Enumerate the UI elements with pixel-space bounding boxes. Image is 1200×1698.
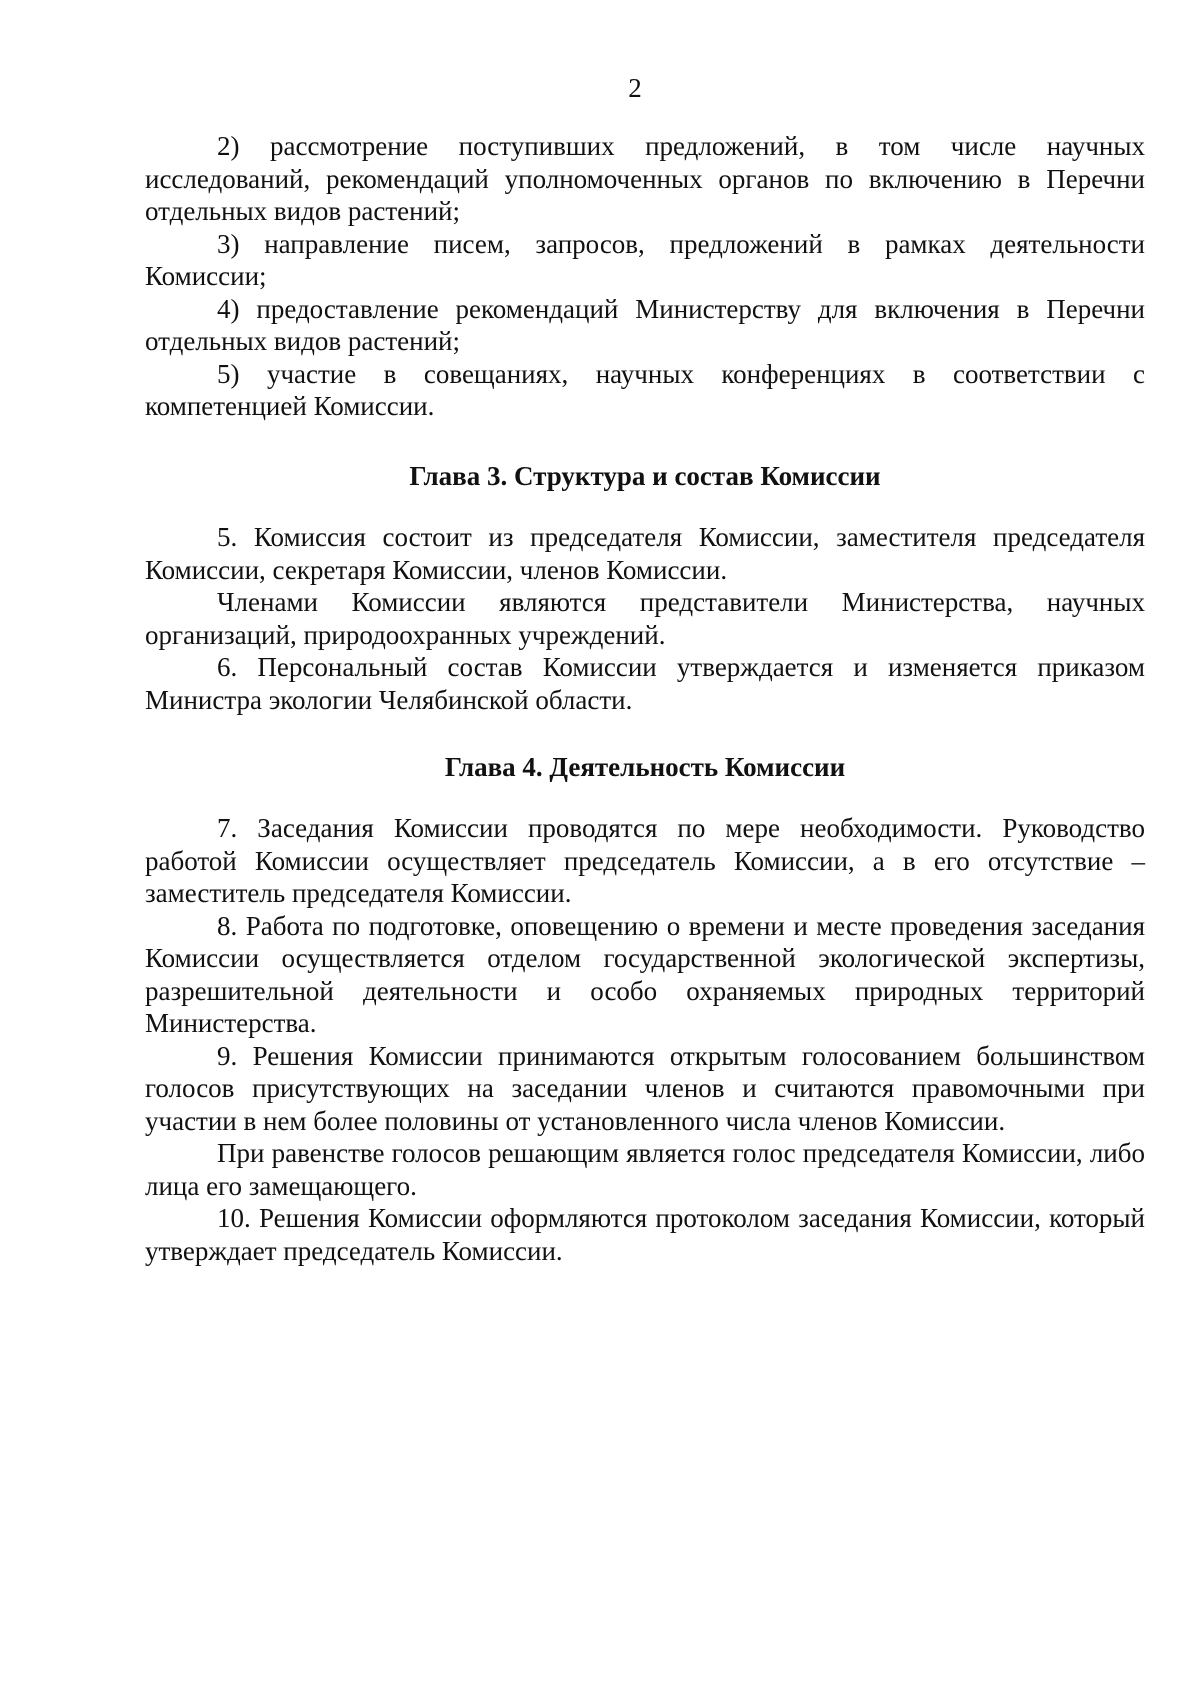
chapter-3-heading: Глава 3. Структура и состав Комиссии (409, 461, 881, 491)
paragraph: 8. Работа по подготовке, оповещению о времени и месте проведения заседания Комиссии осуществляется отделом государственной экологической экспертизы, разрешительной деятельности и особо охраняемых природных территорий Министерства. (145, 910, 1145, 1038)
page-number: 2 (628, 73, 642, 103)
paragraph: При равенстве голосов решающим является голос председателя Комиссии, либо лица его замещающего. (145, 1138, 1145, 1201)
paragraph: Членами Комиссии являются представители Министерства, научных организаций, природоохранных учреждений. (145, 587, 1145, 650)
list-item: 2) рассмотрение поступивших предложений, в том числе научных исследований, рекомендаций уполномоченных органов по включению в Перечни отдельных видов растений; (145, 131, 1145, 226)
chapter-3-body (145, 521, 1145, 716)
chapter-4-heading: Глава 4. Деятельность Комиссии (444, 752, 846, 782)
list-item: 5) участие в совещаниях, научных конференциях в соответствии с компетенцией Комиссии. (145, 358, 1145, 421)
paragraph: 9. Решения Комиссии принимаются открытым голосованием большинством голосов присутствующих на заседании членов и считаются правомочными при участии в нем более половины от установленного числа членов Комиссии. (145, 1040, 1145, 1136)
paragraph: 7. Заседания Комиссии проводятся по мере необходимости. Руководство работой Комиссии осуществляет председатель Комиссии, а в его отсутствие – заместитель председателя Комиссии. (145, 813, 1145, 908)
paragraph: 6. Персональный состав Комиссии утверждается и изменяется приказом Министра экологии Челябинской области. (145, 652, 1145, 715)
paragraph: 5. Комиссия состоит из председателя Комиссии, заместителя председателя Комиссии, секретаря Комиссии, членов Комиссии. (145, 522, 1145, 585)
list-item: 4) предоставление рекомендаций Министерству для включения в Перечни отдельных видов растений; (145, 293, 1145, 356)
chapter-4-body (145, 812, 1145, 1267)
paragraph: 10. Решения Комиссии оформляются протоколом заседания Комиссии, который утверждает председатель Комиссии. (145, 1203, 1145, 1266)
functions-list (145, 130, 1145, 423)
list-item: 3) направление писем, запросов, предложений в рамках деятельности Комиссии; (145, 228, 1145, 291)
